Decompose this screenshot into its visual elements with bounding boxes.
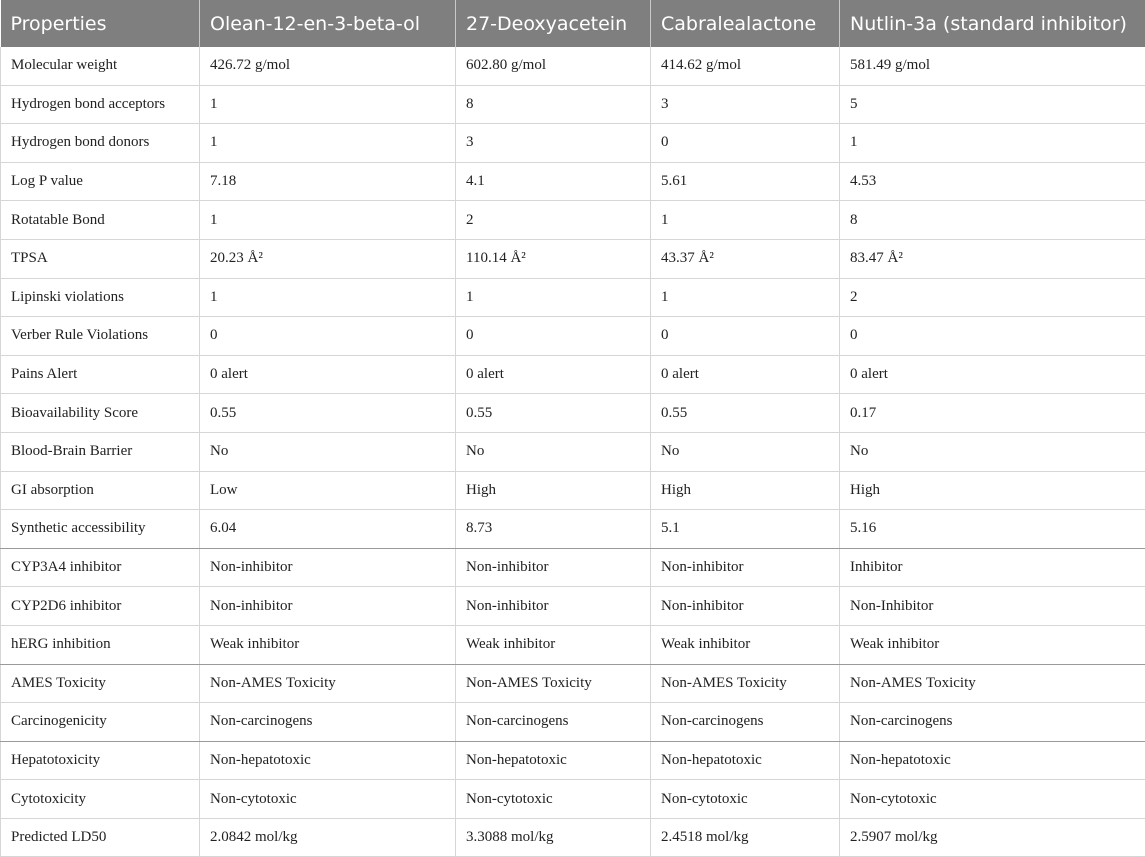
cell-property-name: Blood-Brain Barrier — [1, 432, 200, 471]
cell-property-name: Cytotoxicity — [1, 780, 200, 819]
cell-cabralealactone-value: 0 — [651, 317, 840, 356]
cell-deoxyacetein-value: No — [456, 432, 651, 471]
cell-olean-value: 2.0842 mol/kg — [200, 818, 456, 857]
cell-cabralealactone-value: 414.62 g/mol — [651, 47, 840, 85]
table-row — [1, 317, 1145, 356]
cell-property-name: Log P value — [1, 162, 200, 201]
cell-property-name: Bioavailability Score — [1, 394, 200, 433]
cell-nutlin-value: 0 alert — [840, 355, 1145, 394]
cell-olean-value: 1 — [200, 201, 456, 240]
cell-olean-value: Non-cytotoxic — [200, 780, 456, 819]
header-cell-olean: Olean-12-en-3-beta-ol — [200, 0, 456, 47]
cell-olean-value: Non-inhibitor — [200, 587, 456, 626]
cell-property-name: hERG inhibition — [1, 625, 200, 664]
cell-cabralealactone-value: Non-carcinogens — [651, 703, 840, 742]
cell-deoxyacetein-value: Non-inhibitor — [456, 587, 651, 626]
cell-property-name: Pains Alert — [1, 355, 200, 394]
table-row — [1, 548, 1145, 587]
table-body — [1, 47, 1145, 857]
cell-deoxyacetein-value: 110.14 Å² — [456, 239, 651, 278]
cell-cabralealactone-value: Non-cytotoxic — [651, 780, 840, 819]
cell-nutlin-value: 2 — [840, 278, 1145, 317]
cell-property-name: TPSA — [1, 239, 200, 278]
cell-cabralealactone-value: Non-AMES Toxicity — [651, 664, 840, 703]
cell-property-name: CYP2D6 inhibitor — [1, 587, 200, 626]
cell-deoxyacetein-value: 4.1 — [456, 162, 651, 201]
cell-cabralealactone-value: Non-hepatotoxic — [651, 741, 840, 780]
cell-olean-value: 6.04 — [200, 510, 456, 549]
cell-cabralealactone-value: 0 — [651, 124, 840, 163]
cell-cabralealactone-value: 43.37 Å² — [651, 239, 840, 278]
cell-olean-value: 20.23 Å² — [200, 239, 456, 278]
table-row — [1, 625, 1145, 664]
cell-cabralealactone-value: Weak inhibitor — [651, 625, 840, 664]
header-cell-nutlin: Nutlin-3a (standard inhibitor) — [840, 0, 1145, 47]
cell-property-name: GI absorption — [1, 471, 200, 510]
table-row — [1, 780, 1145, 819]
table-row — [1, 239, 1145, 278]
cell-deoxyacetein-value: 0.55 — [456, 394, 651, 433]
cell-cabralealactone-value: Non-inhibitor — [651, 587, 840, 626]
cell-deoxyacetein-value: Non-hepatotoxic — [456, 741, 651, 780]
cell-nutlin-value: 1 — [840, 124, 1145, 163]
cell-nutlin-value: Inhibitor — [840, 548, 1145, 587]
cell-deoxyacetein-value: 8.73 — [456, 510, 651, 549]
table-row — [1, 664, 1145, 703]
cell-nutlin-value: 581.49 g/mol — [840, 47, 1145, 85]
cell-deoxyacetein-value: 8 — [456, 85, 651, 124]
header-cell-properties: Properties — [1, 0, 200, 47]
cell-cabralealactone-value: 3 — [651, 85, 840, 124]
cell-nutlin-value: 8 — [840, 201, 1145, 240]
cell-olean-value: 1 — [200, 278, 456, 317]
table-row — [1, 703, 1145, 742]
cell-cabralealactone-value: Non-inhibitor — [651, 548, 840, 587]
cell-olean-value: No — [200, 432, 456, 471]
cell-cabralealactone-value: 5.61 — [651, 162, 840, 201]
table-row — [1, 278, 1145, 317]
table-row — [1, 818, 1145, 857]
cell-property-name: Hydrogen bond donors — [1, 124, 200, 163]
cell-deoxyacetein-value: 1 — [456, 278, 651, 317]
table-header — [1, 0, 1145, 47]
cell-deoxyacetein-value: Weak inhibitor — [456, 625, 651, 664]
cell-cabralealactone-value: 1 — [651, 201, 840, 240]
header-cell-deoxyacetein: 27-Deoxyacetein — [456, 0, 651, 47]
cell-property-name: Rotatable Bond — [1, 201, 200, 240]
cell-property-name: Predicted LD50 — [1, 818, 200, 857]
cell-nutlin-value: High — [840, 471, 1145, 510]
cell-deoxyacetein-value: 2 — [456, 201, 651, 240]
cell-nutlin-value: Non-cytotoxic — [840, 780, 1145, 819]
cell-property-name: Molecular weight — [1, 47, 200, 85]
cell-olean-value: 0.55 — [200, 394, 456, 433]
cell-nutlin-value: Non-carcinogens — [840, 703, 1145, 742]
cell-olean-value: 0 — [200, 317, 456, 356]
cell-property-name: AMES Toxicity — [1, 664, 200, 703]
cell-cabralealactone-value: 2.4518 mol/kg — [651, 818, 840, 857]
cell-olean-value: Weak inhibitor — [200, 625, 456, 664]
cell-cabralealactone-value: 1 — [651, 278, 840, 317]
table-row — [1, 124, 1145, 163]
table-row — [1, 355, 1145, 394]
cell-nutlin-value: 5.16 — [840, 510, 1145, 549]
cell-cabralealactone-value: No — [651, 432, 840, 471]
cell-deoxyacetein-value: Non-cytotoxic — [456, 780, 651, 819]
cell-cabralealactone-value: High — [651, 471, 840, 510]
table-row — [1, 587, 1145, 626]
table-row — [1, 471, 1145, 510]
cell-deoxyacetein-value: Non-carcinogens — [456, 703, 651, 742]
cell-property-name: Lipinski violations — [1, 278, 200, 317]
cell-nutlin-value: No — [840, 432, 1145, 471]
cell-property-name: Carcinogenicity — [1, 703, 200, 742]
cell-cabralealactone-value: 5.1 — [651, 510, 840, 549]
cell-property-name: Hepatotoxicity — [1, 741, 200, 780]
cell-nutlin-value: Non-Inhibitor — [840, 587, 1145, 626]
cell-olean-value: Non-inhibitor — [200, 548, 456, 587]
cell-olean-value: 1 — [200, 124, 456, 163]
cell-nutlin-value: 0.17 — [840, 394, 1145, 433]
table-row — [1, 432, 1145, 471]
cell-nutlin-value: Non-AMES Toxicity — [840, 664, 1145, 703]
table-row — [1, 201, 1145, 240]
cell-deoxyacetein-value: 0 alert — [456, 355, 651, 394]
table-row — [1, 85, 1145, 124]
cell-nutlin-value: 5 — [840, 85, 1145, 124]
table-row — [1, 47, 1145, 85]
cell-nutlin-value: 83.47 Å² — [840, 239, 1145, 278]
cell-olean-value: Non-hepatotoxic — [200, 741, 456, 780]
cell-property-name: Synthetic accessibility — [1, 510, 200, 549]
cell-deoxyacetein-value: Non-AMES Toxicity — [456, 664, 651, 703]
cell-deoxyacetein-value: Non-inhibitor — [456, 548, 651, 587]
table-row — [1, 394, 1145, 433]
cell-cabralealactone-value: 0.55 — [651, 394, 840, 433]
cell-deoxyacetein-value: 3 — [456, 124, 651, 163]
cell-olean-value: 1 — [200, 85, 456, 124]
cell-olean-value: 0 alert — [200, 355, 456, 394]
cell-property-name: Hydrogen bond acceptors — [1, 85, 200, 124]
cell-nutlin-value: 0 — [840, 317, 1145, 356]
table-row — [1, 741, 1145, 780]
cell-olean-value: 426.72 g/mol — [200, 47, 456, 85]
cell-property-name: Verber Rule Violations — [1, 317, 200, 356]
cell-deoxyacetein-value: High — [456, 471, 651, 510]
cell-olean-value: 7.18 — [200, 162, 456, 201]
cell-deoxyacetein-value: 602.80 g/mol — [456, 47, 651, 85]
header-row — [1, 0, 1145, 47]
cell-nutlin-value: Weak inhibitor — [840, 625, 1145, 664]
cell-deoxyacetein-value: 3.3088 mol/kg — [456, 818, 651, 857]
header-cell-cabralealactone: Cabralealactone — [651, 0, 840, 47]
cell-property-name: CYP3A4 inhibitor — [1, 548, 200, 587]
cell-olean-value: Non-carcinogens — [200, 703, 456, 742]
cell-olean-value: Low — [200, 471, 456, 510]
cell-cabralealactone-value: 0 alert — [651, 355, 840, 394]
table-row — [1, 162, 1145, 201]
cell-nutlin-value: 4.53 — [840, 162, 1145, 201]
cell-deoxyacetein-value: 0 — [456, 317, 651, 356]
cell-olean-value: Non-AMES Toxicity — [200, 664, 456, 703]
cell-nutlin-value: 2.5907 mol/kg — [840, 818, 1145, 857]
table-row — [1, 510, 1145, 549]
cell-nutlin-value: Non-hepatotoxic — [840, 741, 1145, 780]
